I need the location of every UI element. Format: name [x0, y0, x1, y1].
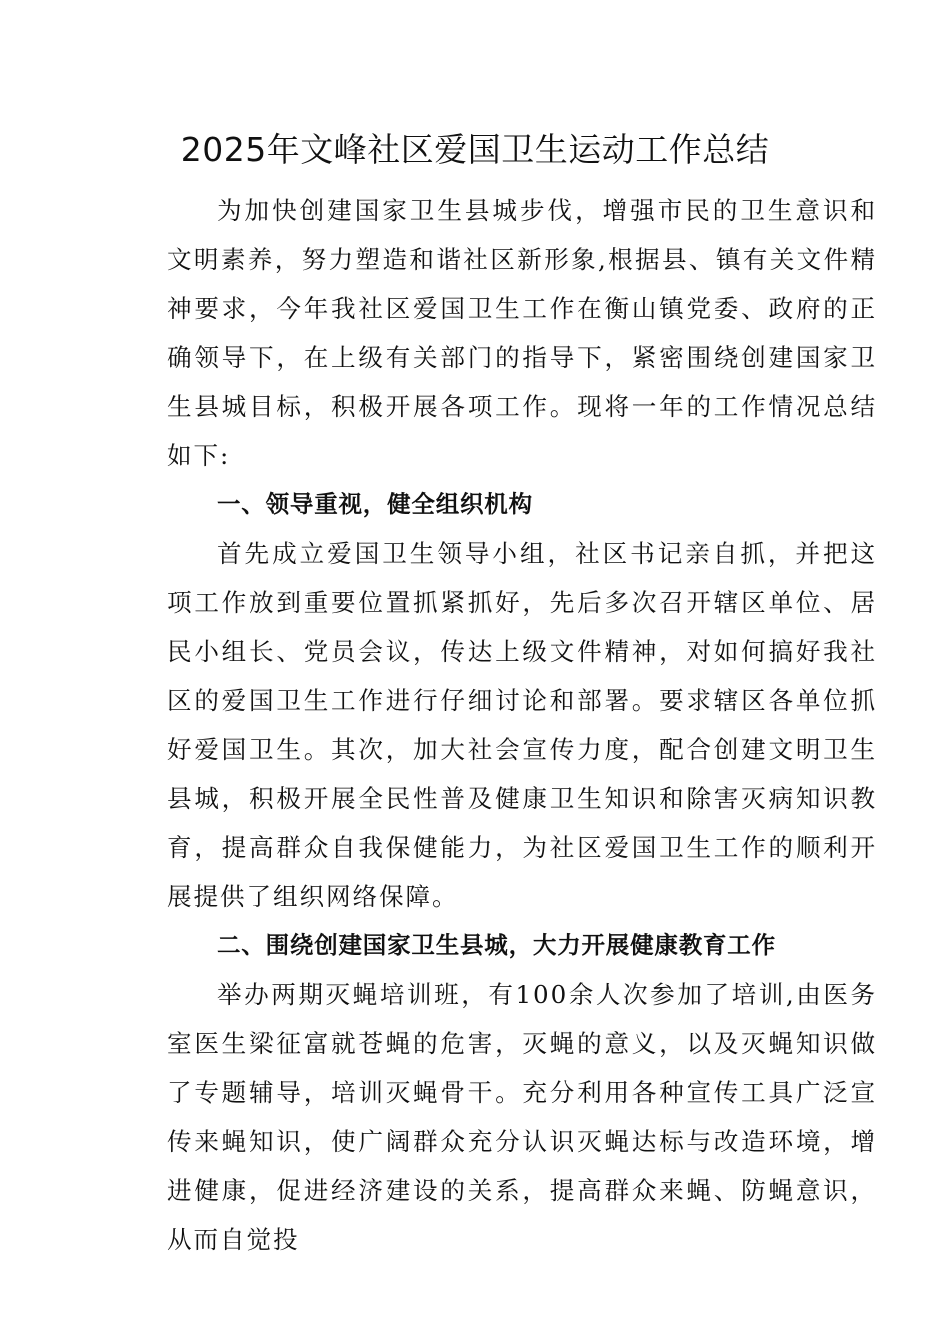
section-heading-health-education: 二、围绕创建国家卫生县城，大力开展健康教育工作: [217, 931, 776, 959]
document-body: [167, 186, 877, 1264]
section-paragraph-leadership: 首先成立爱国卫生领导小组，社区书记亲自抓，并把这项工作放到重要位置抓紧抓好，先后多次召开辖区单位、居民小组长、党员会议，传达上级文件精神，对如何搞好我社区的爱国卫生工作进行仔细讨论和部署。要求辖区各单位抓好爱国卫生。其次，加大社会宣传力度，配合创建文明卫生县城，积极开展全民性普及健康卫生知识和除害灭病知识教育，提高群众自我保健能力，为社区爱国卫生工作的顺利开展提供了组织网络保障。: [167, 539, 877, 911]
section-heading-leadership: 一、领导重视，健全组织机构: [217, 490, 533, 518]
document-title: 2025年文峰社区爱国卫生运动工作总结: [180, 130, 770, 169]
intro-paragraph: 为加快创建国家卫生县城步伐，增强市民的卫生意识和文明素养，努力塑造和谐社区新形象,根据县、镇有关文件精神要求，今年我社区爱国卫生工作在衡山镇党委、政府的正确领导下，在上级有关部门的指导下，紧密围绕创建国家卫生县城目标，积极开展各项工作。现将一年的工作情况总结如下:: [167, 196, 877, 470]
section-paragraph-health-education: 举办两期灭蝇培训班，有100余人次参加了培训,由医务室医生梁征富就苍蝇的危害，灭蝇的意义，以及灭蝇知识做了专题辅导，培训灭蝇骨干。充分利用各种宣传工具广泛宣传来蝇知识，使广阔群众充分认识灭蝇达标与改造环境，增进健康，促进经济建设的关系，提高群众来蝇、防蝇意识，从而自觉投: [167, 980, 877, 1254]
